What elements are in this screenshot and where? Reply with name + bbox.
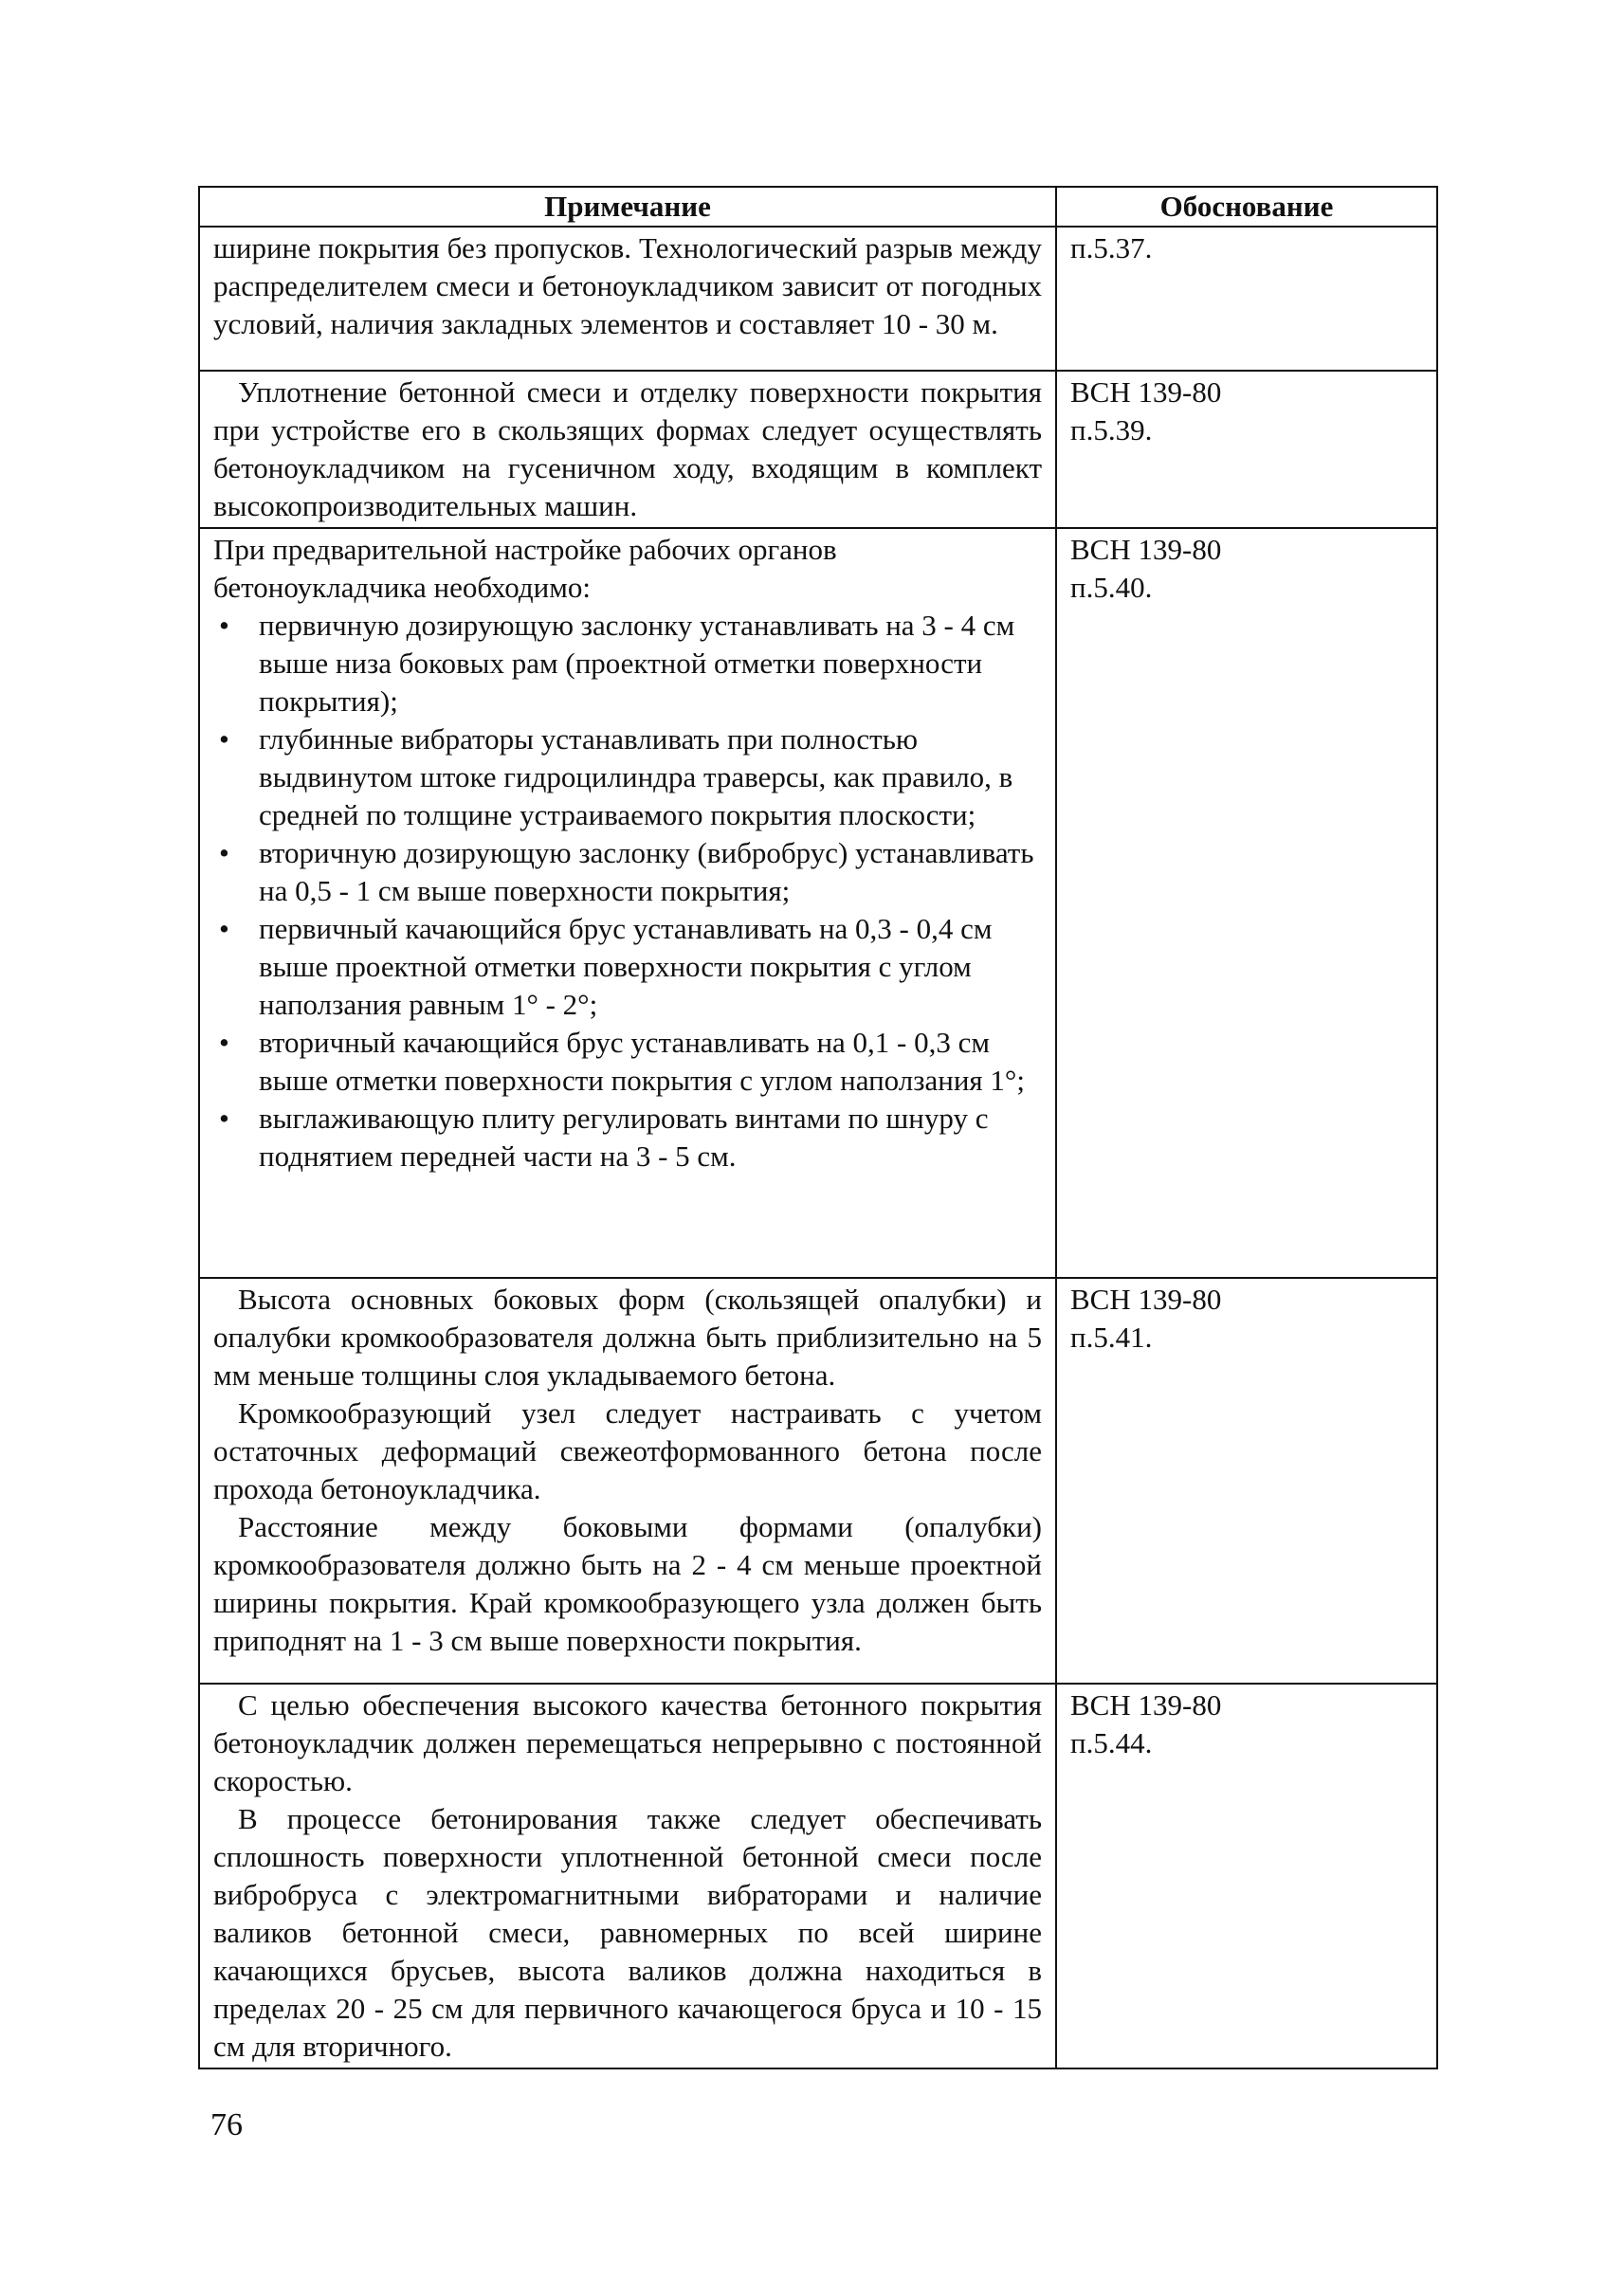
bullet-icon: • [219,1026,229,1059]
note-paragraph: Уплотнение бетонной смеси и отделку поверхности покрытия при устройстве его в скользящих формах следует осуществлять бетоноукладчиком на гусеничном ходу, входящим в комплект высокопроизводительных машин. [213,375,1042,522]
requirements-table [198,186,1438,2069]
list-item: • первичную дозирующую заслонку устанавливать на 3 - 4 см выше низа боковых рам (проектной отметки поверхности покрытия); [219,609,1015,718]
page-number: 76 [210,2107,243,2142]
basis-clause: п.5.44. [1070,1726,1153,1759]
table-row [199,1684,1437,2068]
note-paragraph: В процессе бетонирования также следует обеспечивать сплошность поверхности уплотненной бетонной смеси после вибробруса с электромагнитными вибраторами и наличие валиков бетонной смеси, равномерных по всей ширине качающихся брусьев, высота валиков должна находиться в пределах 20 - 25 см для первичного качающегося бруса и 10 - 15 см для вторичного. [213,1802,1042,2063]
list-item: • выглаживающую плиту регулировать винтами по шнуру с поднятием передней части на 3 - 5 см. [219,1102,989,1173]
note-cell [199,371,1056,528]
table-header-row [199,187,1437,227]
bullet-icon: • [219,1102,229,1135]
table-row [199,1278,1437,1684]
table-row [199,371,1437,528]
list-item: • вторичный качающийся брус устанавливать на 0,1 - 0,3 см выше отметки поверхности покрытия с углом наползания 1°; [219,1026,1025,1097]
basis-cell [1056,528,1437,1278]
bullet-icon: • [219,836,229,869]
note-paragraph: Высота основных боковых форм (скользящей опалубки) и опалубки кромкообразователя должна быть приблизительно на 5 мм меньше толщины слоя укладываемого бетона. [213,1283,1042,1392]
note-cell [199,1684,1056,2068]
basis-cell [1056,227,1437,371]
settings-list [213,607,1042,1175]
note-paragraph: Кромкообразующий узел следует настраивать с учетом остаточных деформаций свежеотформованного бетона после прохода бетоноукладчика. [213,1396,1042,1505]
list-item: • первичный качающийся брус устанавливать на 0,3 - 0,4 см выше проектной отметки поверхности покрытия с углом наползания равным 1° - 2°; [219,912,993,1021]
basis-clause: п.5.41. [1070,1321,1153,1354]
bullet-icon: • [219,912,229,945]
list-item: • глубинные вибраторы устанавливать при полностью выдвинутом штоке гидроцилиндра траверсы, как правило, в средней по толщине устраиваемого покрытия плоскости; [219,722,1013,831]
note-paragraph: Расстояние между боковыми формами (опалубки) кромкообразователя должно быть на 2 - 4 см меньше проектной ширины покрытия. Край кромкообразующего узла должен быть приподнят на 1 - 3 см выше поверхности покрытия. [213,1510,1042,1657]
header-note: Примечание [199,187,1056,227]
basis-norm: ВСН 139-80 [1070,375,1222,409]
basis-cell [1056,1684,1437,2068]
basis-norm: ВСН 139-80 [1070,533,1222,566]
basis-cell [1056,371,1437,528]
note-paragraph: С целью обеспечения высокого качества бетонного покрытия бетоноукладчик должен перемещаться непрерывно с постоянной скоростью. [213,1688,1042,1797]
basis-clause: п.5.37. [1070,231,1153,264]
header-basis: Обоснование [1056,187,1437,227]
note-cell [199,528,1056,1278]
list-item: • вторичную дозирующую заслонку (вибробрус) устанавливать на 0,5 - 1 см выше поверхности покрытия; [219,836,1034,907]
basis-cell [1056,1278,1437,1684]
basis-norm: ВСН 139-80 [1070,1283,1222,1316]
note-cell [199,1278,1056,1684]
note-intro: При предварительной настройке рабочих органов бетоноукладчика необходимо: [213,533,837,604]
table-row [199,528,1437,1278]
note-cell [199,227,1056,371]
basis-clause: п.5.40. [1070,571,1153,604]
bullet-icon: • [219,609,229,642]
table-row [199,227,1437,371]
basis-norm: ВСН 139-80 [1070,1688,1222,1722]
bullet-icon: • [219,722,229,756]
basis-clause: п.5.39. [1070,413,1153,446]
note-paragraph: ширине покрытия без пропусков. Технологический разрыв между распределителем смеси и бетоноукладчиком зависит от погодных условий, наличия закладных элементов и составляет 10 - 30 м. [213,231,1042,340]
